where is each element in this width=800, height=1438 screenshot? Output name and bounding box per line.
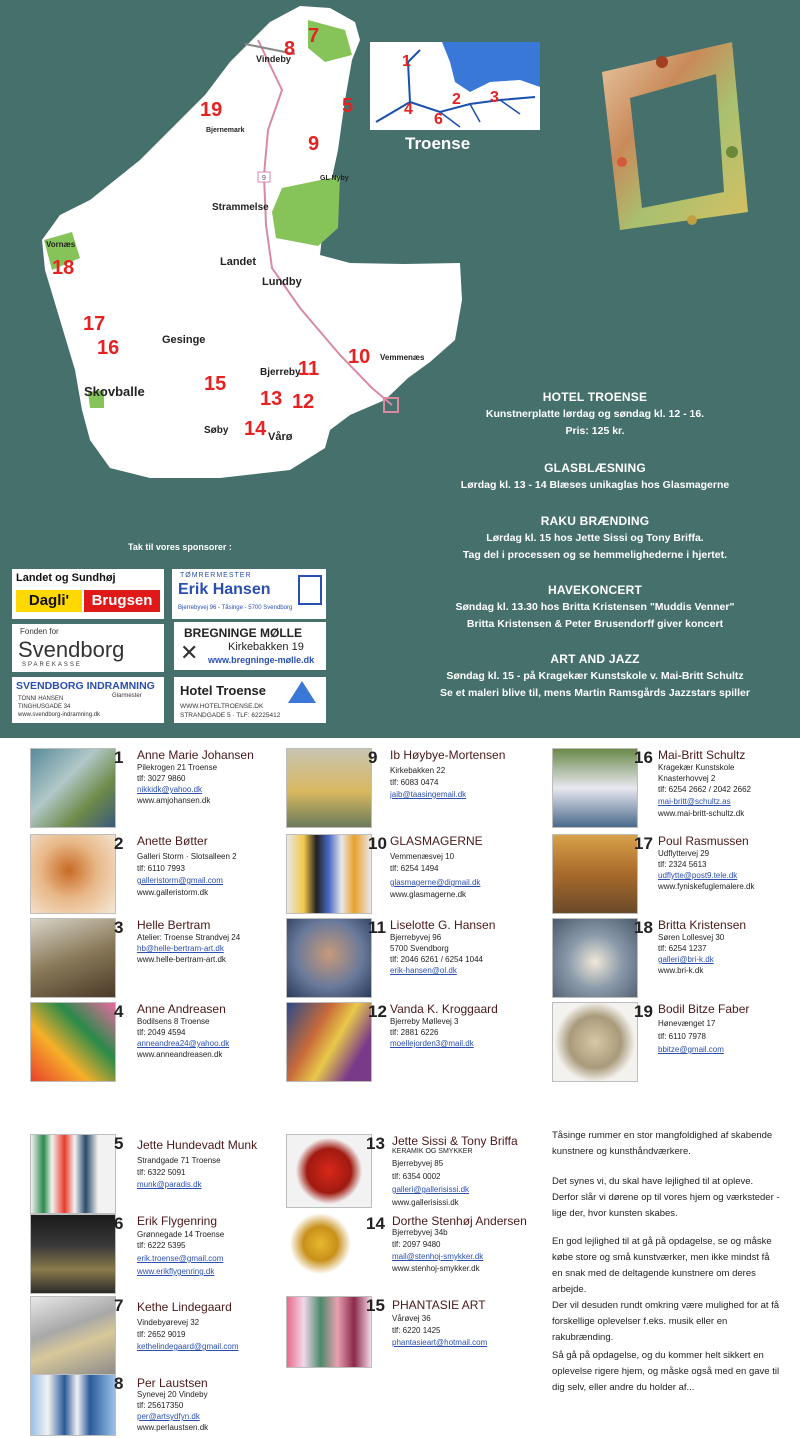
map-marker: 15 xyxy=(204,373,227,395)
inset-label: Troense xyxy=(405,134,471,153)
artist-number: 19 xyxy=(634,1002,653,1021)
artist-name: Kethe Lindegaard xyxy=(137,1300,232,1314)
artist-thumbnail xyxy=(286,1296,372,1368)
inset-marker: 1 xyxy=(402,53,411,70)
artist-number: 5 xyxy=(114,1134,124,1153)
place-label: GL Nyby xyxy=(320,175,349,182)
event-title: HOTEL TROENSE xyxy=(542,390,648,404)
artist-name: Liselotte G. Hansen xyxy=(390,918,496,932)
artist-thumbnail xyxy=(552,748,638,828)
sponsor-indramning: SVENDBORG INDRAMNING Glarmester TONNI HANSEN TINGHUSGADE 34 www.svendborg-indramning.dk xyxy=(12,677,164,723)
event-text: Søndag kl. 15 - på Kragekær Kunstskole v. Mai-Britt Schultz Se et maleri blive til, mens Martin Ramsgårds Jazzstars spiller xyxy=(440,670,750,699)
artist-thumbnail xyxy=(286,1134,372,1208)
blurb-paragraph: En god lejlighed til at gå på opdagelse, se og måske købe store og små kunstværker, men ikke mindst få en snak med de deltagende kunstnere om deres arbejde. xyxy=(552,1236,772,1295)
place-label: Vemmenæs xyxy=(380,353,425,362)
artist-name: Per Laustsen xyxy=(137,1376,208,1390)
artist-thumbnail xyxy=(286,1214,372,1288)
artist-name: Mai-Britt Schultz xyxy=(658,748,746,762)
sponsor-thanks: Tak til vores sponsorer : xyxy=(128,542,232,552)
place-label: Gesinge xyxy=(162,334,206,346)
email-link[interactable]: galleri@gallerisissi.dk xyxy=(392,1185,470,1194)
artist-name: Jette Sissi & Tony Briffa xyxy=(392,1134,518,1148)
artist-name: Jette Hundevadt Munk xyxy=(137,1138,258,1152)
artist-number: 9 xyxy=(368,748,378,767)
logo-icon xyxy=(298,575,322,605)
artist-thumbnail xyxy=(286,1002,372,1082)
artist-thumbnail xyxy=(30,1134,116,1214)
artist-number: 12 xyxy=(368,1002,387,1021)
blurb-paragraph: Det synes vi, du skal have lejlighed til at opleve. Derfor slår vi dørene op til vores hjem og værksteder - lige der, hvor kunsten skabes. xyxy=(552,1176,780,1219)
blurb-paragraph: Der vil desuden rundt omkring være mulighed for at få forskellige oplevelser f.eks. musik eller en rakubrænding. xyxy=(552,1300,780,1343)
artist-number: 17 xyxy=(634,834,653,853)
inset-marker: 4 xyxy=(404,101,413,118)
place-label: Bjerreby xyxy=(260,367,301,378)
artist-number: 7 xyxy=(114,1296,124,1315)
artist-name: Anette Bøtter xyxy=(137,834,208,848)
artist-thumbnail xyxy=(286,918,372,998)
event-jazz xyxy=(392,652,798,702)
place-label: Strammelse xyxy=(212,202,269,213)
event-title: ART AND JAZZ xyxy=(550,652,640,666)
troense-inset-map xyxy=(370,42,540,130)
map-marker: 8 xyxy=(284,38,296,60)
artist-number: 1 xyxy=(114,748,124,767)
place-label: Vårø xyxy=(268,431,293,443)
artist-name: Erik Flygenring xyxy=(137,1214,218,1228)
event-title: GLASBLÆSNING xyxy=(544,461,646,475)
artist-name: GLASMAGERNE xyxy=(390,834,483,848)
blurb-paragraph: Tåsinge rummer en stor mangfoldighed af skabende kunstnere og kunsthåndværkere. xyxy=(552,1130,773,1157)
email-link[interactable]: galleristorm@gmail.com xyxy=(137,876,223,885)
event-raku xyxy=(392,514,798,564)
artist-name: Poul Rasmussen xyxy=(658,834,749,848)
web-link[interactable]: www.erikflygenring.dk xyxy=(137,1267,215,1276)
email-link[interactable]: moellejorden3@mail.dk xyxy=(390,1039,474,1048)
email-link[interactable]: phantasieart@hotmail.com xyxy=(392,1338,488,1347)
artist-thumbnail xyxy=(286,834,372,914)
sail-icon xyxy=(288,681,316,703)
map-marker: 14 xyxy=(244,418,267,440)
email-link[interactable]: nikkidk@yahoo.dk xyxy=(137,785,203,794)
sponsor-dagli-brugsen: Landet og Sundhøj Dagli' Brugsen xyxy=(12,569,164,619)
map-marker: 5 xyxy=(342,95,354,117)
artist-thumbnail xyxy=(30,834,116,914)
artist-thumbnail xyxy=(30,1374,116,1436)
artist-name: Helle Bertram xyxy=(137,918,211,932)
artist-number: 13 xyxy=(366,1134,385,1153)
place-label: Vornæs xyxy=(46,240,76,249)
place-label: Søby xyxy=(204,425,229,436)
artist-number: 4 xyxy=(114,1002,124,1021)
email-link[interactable]: mail@stenhoj-smykker.dk xyxy=(392,1252,484,1261)
artist-number: 11 xyxy=(368,918,386,937)
artist-number: 16 xyxy=(634,748,653,767)
map-marker: 18 xyxy=(52,257,75,279)
sponsor-hotel-troense: Hotel Troense WWW.HOTELTROENSE.DK STRANDGADE 5 · TLF: 62225412 xyxy=(174,677,326,723)
map-marker: 16 xyxy=(97,337,120,359)
artist-thumbnail xyxy=(30,1002,116,1082)
artist-name: Vanda K. Kroggaard xyxy=(390,1002,498,1016)
event-title: RAKU BRÆNDING xyxy=(540,514,650,528)
artist-number: 8 xyxy=(114,1374,124,1393)
email-link[interactable]: hb@helle-bertram-art.dk xyxy=(137,944,224,953)
email-link[interactable]: jaib@taasingemail.dk xyxy=(390,790,467,799)
event-text: Søndag kl. 13.30 hos Britta Kristensen "Muddis Venner" Britta Kristensen & Peter Brusendorff giver koncert xyxy=(455,601,735,630)
artist-thumbnail xyxy=(30,748,116,828)
artist-name: Anne Andreasen xyxy=(137,1002,226,1016)
artist-name: Dorthe Stenhøj Andersen xyxy=(392,1214,527,1228)
frame-painting xyxy=(592,42,750,237)
artist-thumbnail xyxy=(286,748,372,828)
artist-name: PHANTASIE ART xyxy=(392,1298,486,1312)
place-label: Bjernemark xyxy=(206,127,245,134)
artist-number: 10 xyxy=(368,834,387,853)
event-glas xyxy=(392,461,798,494)
event-have xyxy=(392,583,798,633)
artist-thumbnail xyxy=(552,1002,638,1082)
artist-number: 18 xyxy=(634,918,653,937)
map-marker: 17 xyxy=(83,313,106,335)
event-text: Lørdag kl. 15 hos Jette Sissi og Tony Briffa. Tag del i processen og se hemmelighederne i hjertet. xyxy=(462,532,728,561)
artist-thumbnail xyxy=(552,918,638,998)
email-link[interactable]: galleri@bri-k.dk xyxy=(658,955,714,964)
artist-number: 6 xyxy=(114,1214,124,1233)
place-label: Skovballe xyxy=(84,384,145,399)
email-link[interactable]: kethelindegaard@gmail.com xyxy=(137,1342,239,1351)
road-sign-text: 9 xyxy=(262,175,266,182)
artist-name: Ib Høybye-Mortensen xyxy=(390,748,506,762)
artist-thumbnail xyxy=(30,1296,116,1376)
windmill-icon: ✕ xyxy=(180,640,199,665)
artist-number: 14 xyxy=(366,1214,385,1233)
inset-marker: 3 xyxy=(490,89,499,106)
sponsor-erik-hansen: TØMRERMESTER Erik Hansen Bjerrebyvej 96 - Tåsinge - 5700 Svendborg xyxy=(172,569,326,619)
map-marker: 11 xyxy=(298,358,320,380)
email-link[interactable]: glasmagerne@digmail.dk xyxy=(390,878,481,887)
email-link[interactable]: munk@paradis.dk xyxy=(137,1180,202,1189)
artist-name: Anne Marie Johansen xyxy=(137,748,254,762)
artist-thumbnail xyxy=(30,1214,116,1294)
inset-marker: 6 xyxy=(434,111,443,128)
artist-thumbnail xyxy=(552,834,638,914)
artist-number: 3 xyxy=(114,918,124,937)
artist-number: 15 xyxy=(366,1296,385,1315)
map-marker: 13 xyxy=(260,388,283,410)
artist-name: Bodil Bitze Faber xyxy=(658,1002,750,1016)
event-hotel xyxy=(392,390,798,440)
map-marker: 19 xyxy=(200,99,223,121)
artist-number: 2 xyxy=(114,834,124,853)
map-marker: 10 xyxy=(348,346,371,368)
email-link[interactable]: per@artsydfyn.dk xyxy=(137,1412,200,1421)
artist-thumbnail xyxy=(30,918,116,998)
artist-name: Britta Kristensen xyxy=(658,918,747,932)
sponsor-bregninge: BREGNINGE MØLLE ✕ Kirkebakken 19 www.bregninge-mølle.dk xyxy=(174,622,326,670)
event-title: HAVEKONCERT xyxy=(548,583,642,597)
email-link[interactable]: erik.troense@gmail.com xyxy=(137,1254,224,1263)
event-text: Kunstnerplatte lørdag og søndag kl. 12 - 16. Pris: 125 kr. xyxy=(485,408,705,437)
place-label: Landet xyxy=(220,256,257,268)
map-marker: 9 xyxy=(308,133,320,155)
email-link[interactable]: bbitze@gmail.com xyxy=(658,1045,724,1054)
map-marker: 12 xyxy=(292,391,315,413)
event-text: Lørdag kl. 13 - 14 Blæses unikaglas hos Glasmagerne xyxy=(460,479,730,491)
email-link[interactable]: udflytte@post9.tele.dk xyxy=(658,871,738,880)
sponsor-sparekasse: Fonden for Svendborg SPAREKASSE xyxy=(12,624,164,672)
place-label: Lundby xyxy=(262,276,302,288)
blurb-paragraph: Så gå på opdagelse, og du kommer helt sikkert en oplevelse rigere hjem, og måske også med en gave til dig selv, eller andre du holder af... xyxy=(552,1350,780,1393)
email-link[interactable]: mai-britt@schultz.as xyxy=(658,797,731,806)
email-link[interactable]: erik-hansen@ol.dk xyxy=(390,966,457,975)
inset-marker: 2 xyxy=(452,91,461,108)
email-link[interactable]: anneandrea24@yahoo.dk xyxy=(137,1039,230,1048)
map-marker: 7 xyxy=(308,25,320,47)
place-label: Vindeby xyxy=(256,54,291,64)
